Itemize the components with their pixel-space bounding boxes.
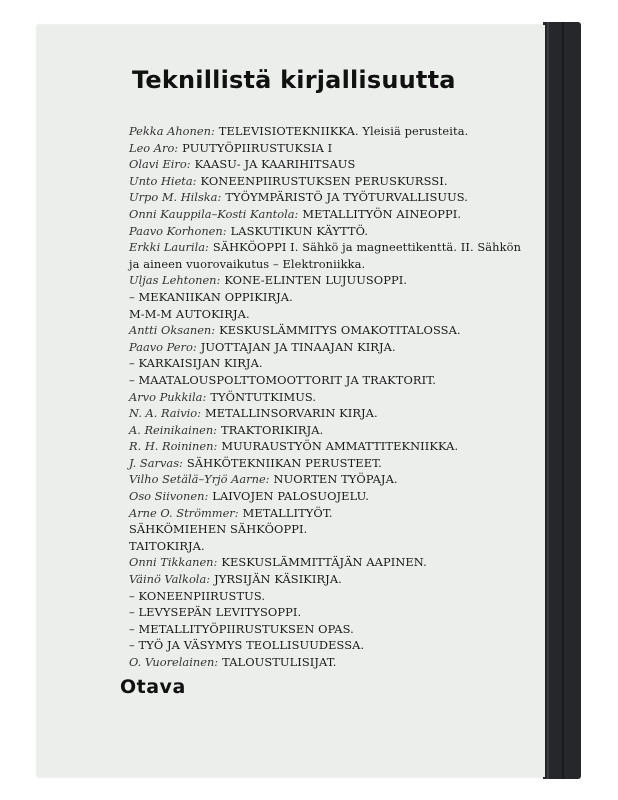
entry-author: A. Reinikainen:: [129, 422, 217, 437]
entry-title: TYÖYMPÄRISTÖ JA TYÖTURVALLISUUS.: [225, 190, 469, 205]
entry-author: Paavo Korhonen:: [129, 223, 227, 238]
entry-author: Väinö Valkola:: [129, 572, 211, 587]
entry-title: KAASU- JA KAARIHITSAUS: [194, 157, 356, 172]
entry-author: O. Vuorelainen:: [129, 655, 219, 669]
list-item: [129, 339, 539, 356]
entry-author: Vilho Setälä–Yrjö Aarne:: [129, 472, 270, 487]
entry-title: – MEKANIIKAN OPPIKIRJA.: [129, 289, 293, 304]
entry-title: KONE-ELINTEN LUJUUSOPPI.: [224, 273, 408, 288]
entry-title: KESKUSLÄMMITYS OMAKOTITALOSSA.: [219, 323, 461, 338]
list-item: [129, 140, 539, 157]
entry-title: ja aineen vuorovaikutus – Elektroniikka.: [129, 256, 366, 271]
entry-author: R. H. Roininen:: [129, 439, 218, 454]
list-item: [129, 654, 539, 671]
list-item: [129, 372, 539, 389]
entry-title: – KONEENPIIRUSTUS.: [129, 588, 266, 603]
list-item: [129, 604, 539, 621]
entry-title: – KARKAISIJAN KIRJA.: [129, 356, 263, 371]
list-item: [129, 123, 539, 140]
entry-title: NUORTEN TYÖPAJA.: [273, 472, 398, 487]
list-item: [129, 189, 539, 206]
list-item: [129, 571, 539, 588]
entry-author: Erkki Laurila:: [129, 240, 209, 255]
list-item: [129, 206, 539, 223]
entry-author: Leo Aro:: [129, 140, 179, 155]
entry-author: Uljas Lehtonen:: [129, 273, 221, 288]
list-item: [129, 256, 539, 273]
entry-title: TAITOKIRJA.: [129, 538, 205, 553]
list-item: [129, 322, 539, 339]
entry-title: LAIVOJEN PALOSUOJELU.: [212, 489, 370, 504]
entry-author: Paavo Pero:: [129, 339, 197, 354]
entry-title: SÄHKÖOPPI I. Sähkö ja magneettikenttä. II. Sähkön: [212, 240, 522, 255]
list-item: [129, 471, 539, 488]
entry-title: TYÖNTUTKIMUS.: [210, 389, 317, 404]
list-item: [129, 223, 539, 240]
list-item: [129, 306, 539, 323]
list-item: [129, 488, 539, 505]
entry-author: Pekka Ahonen:: [129, 124, 215, 138]
list-item: [129, 289, 539, 306]
entry-title: METALLINSORVARIN KIRJA.: [205, 406, 378, 421]
entry-author: Onni Kauppila–Kosti Kantola:: [129, 206, 299, 221]
list-item: [129, 505, 539, 522]
entry-title: – MAATALOUSPOLTTOMOOTTORIT JA TRAKTORIT.: [129, 372, 436, 387]
list-item: [129, 272, 539, 289]
entry-author: Oso Siivonen:: [129, 489, 209, 504]
entry-author: Onni Tikkanen:: [129, 555, 218, 570]
list-item: [129, 637, 539, 654]
entry-title: SÄHKÖMIEHEN SÄHKÖOPPI.: [129, 522, 308, 537]
entry-title: LASKUTIKUN KÄYTTÖ.: [230, 223, 369, 238]
list-item: [129, 455, 539, 472]
list-item: [129, 156, 539, 173]
list-item: [129, 438, 539, 455]
list-item: [129, 239, 539, 256]
publisher-name: Otava: [120, 676, 186, 698]
entry-author: Urpo M. Hilska:: [129, 190, 222, 205]
entry-title: TELEVISIOTEKNIIKKA. Yleisiä perusteita.: [218, 124, 469, 138]
entry-title: PUUTYÖPIIRUSTUKSIA I: [182, 140, 333, 155]
entry-title: SÄHKÖTEKNIIKAN PERUSTEET.: [186, 455, 382, 470]
entry-title: METALLITYÖT.: [242, 505, 333, 520]
list-item: [129, 538, 539, 555]
entry-author: J. Sarvas:: [129, 455, 183, 470]
entry-title: – TYÖ JA VÄSYMYS TEOLLISUUDESSA.: [129, 638, 365, 653]
entry-author: Arne O. Strömmer:: [129, 505, 239, 520]
list-item: [129, 355, 539, 372]
book-spine: [543, 22, 581, 779]
book-list: [129, 123, 539, 671]
entry-author: N. A. Raivio:: [129, 406, 201, 421]
entry-title: – METALLITYÖPIIRUSTUKSEN OPAS.: [129, 621, 354, 636]
entry-author: Unto Hieta:: [129, 173, 197, 188]
entry-title: TRAKTORIKIRJA.: [221, 422, 324, 437]
entry-title: M-M-M AUTOKIRJA.: [129, 306, 250, 321]
cover-title: Teknillistä kirjallisuutta: [132, 66, 456, 94]
entry-title: JYRSIJÄN KÄSIKIRJA.: [214, 572, 342, 587]
list-item: [129, 173, 539, 190]
entry-title: KESKUSLÄMMITTÄJÄN AAPINEN.: [221, 555, 427, 570]
entry-author: Olavi Eiro:: [129, 157, 191, 172]
list-item: [129, 405, 539, 422]
entry-title: JUOTTAJAN JA TINAAJAN KIRJA.: [200, 339, 396, 354]
list-item: [129, 422, 539, 439]
list-item: [129, 588, 539, 605]
entry-title: KONEENPIIRUSTUKSEN PERUSKURSSI.: [200, 173, 448, 188]
entry-author: Arvo Pukkila:: [129, 389, 207, 404]
entry-title: MUURAUSTYÖN AMMATTITEKNIIKKA.: [221, 439, 459, 454]
entry-author: Antti Oksanen:: [129, 323, 216, 338]
list-item: [129, 389, 539, 406]
entry-title: METALLITYÖN AINEOPPI.: [302, 206, 462, 221]
entry-title: – LEVYSEPÄN LEVITYSOPPI.: [129, 605, 302, 620]
entry-title: TALOUSTULISIJAT.: [222, 655, 337, 669]
list-item: [129, 554, 539, 571]
list-item: [129, 621, 539, 638]
list-item: [129, 521, 539, 538]
